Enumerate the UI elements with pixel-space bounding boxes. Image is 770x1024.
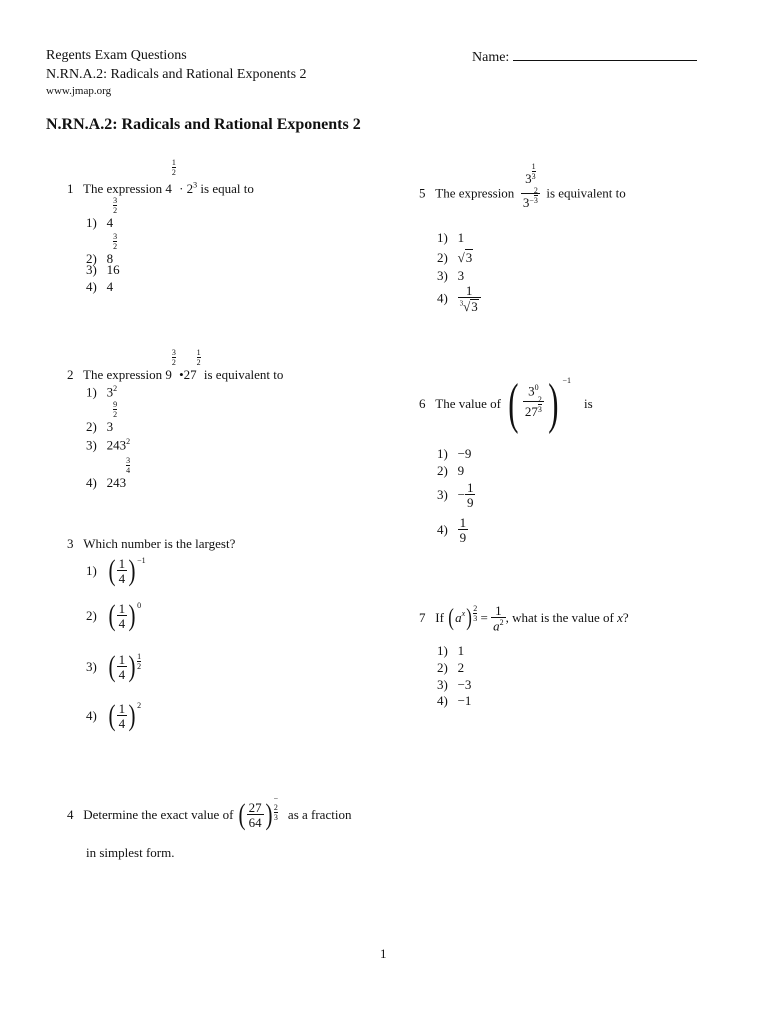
- q1-choice-4: 4) 4: [86, 279, 114, 294]
- q7-choice-1: 1) 1: [437, 643, 465, 658]
- q3-choice-4: 4) ( $\frac{1}{4}$ ) $^2$: [86, 699, 142, 732]
- q6-choice-2: 2) 9: [437, 463, 465, 478]
- q7-choice-3: 3) −3: [437, 677, 472, 692]
- q3-choice-3: 3) ( $\frac{1}{4}$ ) $\frac{1}{2}$: [86, 650, 142, 683]
- q1-exponent-1: $\frac{1}{2}$: [171, 158, 176, 177]
- q5-choice-2: 2) √3: [437, 250, 473, 265]
- question-5: 5 The expression 3 $\frac{1}{3}$ 3− $\frac{2}{3}$ is equivalent to: [419, 172, 626, 215]
- q6-choice-4: 4) $\frac{1}{9}$: [437, 515, 467, 545]
- question-1: 1 The expression 4 $\frac{1}{2}$ · $2^3$ is equal to: [67, 158, 254, 196]
- q2-choice-1: 1) $3^2$: [86, 384, 118, 400]
- q2-choice-2: 2) 3 $\frac{9}{2}$: [86, 400, 118, 434]
- q6-choice-1: 1) −9: [437, 446, 472, 461]
- q5-choice-3: 3) 3: [437, 268, 465, 283]
- q5-choice-4: 4) $\frac{1}{^3√3}$: [437, 284, 481, 313]
- q7-choice-4: 4) −1: [437, 693, 472, 708]
- question-3: 3 Which number is the largest?: [67, 536, 236, 551]
- name-field: [472, 48, 697, 66]
- q3-choice-2: 2) ( $\frac{1}{4}$ ) $^0$: [86, 599, 142, 632]
- q6-choice-3: 3) − $\frac{1}{9}$: [437, 480, 474, 510]
- header-line-2: N.RN.A.2: Radicals and Rational Exponents 2: [46, 67, 307, 82]
- q1-choice-2: 2) 8 $\frac{3}{2}$: [86, 232, 118, 266]
- q7-choice-2: 2) 2: [437, 660, 465, 675]
- q2-choice-4: 4) 243 $\frac{3}{4}$: [86, 456, 131, 490]
- q1-choice-3: 3) 16: [86, 262, 120, 277]
- page-title: N.RN.A.2: Radicals and Rational Exponents 2: [46, 116, 361, 133]
- q2-exponent-2: $\frac{1}{2}$: [196, 348, 201, 367]
- name-blank-line: [513, 48, 697, 61]
- question-7: 7 If $(a^x)$ $\frac{2}{3}$ = $\frac{1}{a^2}$ , what is the value of x?: [419, 603, 629, 634]
- q3-choice-1: 1) ( $\frac{1}{4}$ ) $^{-1}$: [86, 554, 146, 587]
- header-line-3: www.jmap.org: [46, 85, 112, 97]
- question-4: 4 Determine the exact value of ( $\frac{27}{64}$ ) − 2 3 as a fraction: [67, 794, 352, 831]
- q1-choice-1: 1) 4 $\frac{3}{2}$: [86, 196, 118, 230]
- q4-line-2: in simplest form.: [86, 845, 175, 860]
- page-number: 1: [380, 946, 387, 961]
- question-2: 2 The expression 9 $\frac{3}{2}$ •27 $\frac{1}{2}$ is equivalent to: [67, 348, 284, 382]
- q2-choice-3: 3) $243^2$: [86, 437, 131, 453]
- question-6: 6 The value of ( $3^0$ 27 $\frac{2}{3}$ ) $^{-1}$ is: [419, 373, 593, 435]
- header-line-1: Regents Exam Questions: [46, 48, 187, 63]
- q2-exponent-1: $\frac{3}{2}$: [171, 348, 176, 367]
- q5-choice-1: 1) 1: [437, 230, 465, 245]
- name-label: Name:: [472, 50, 510, 65]
